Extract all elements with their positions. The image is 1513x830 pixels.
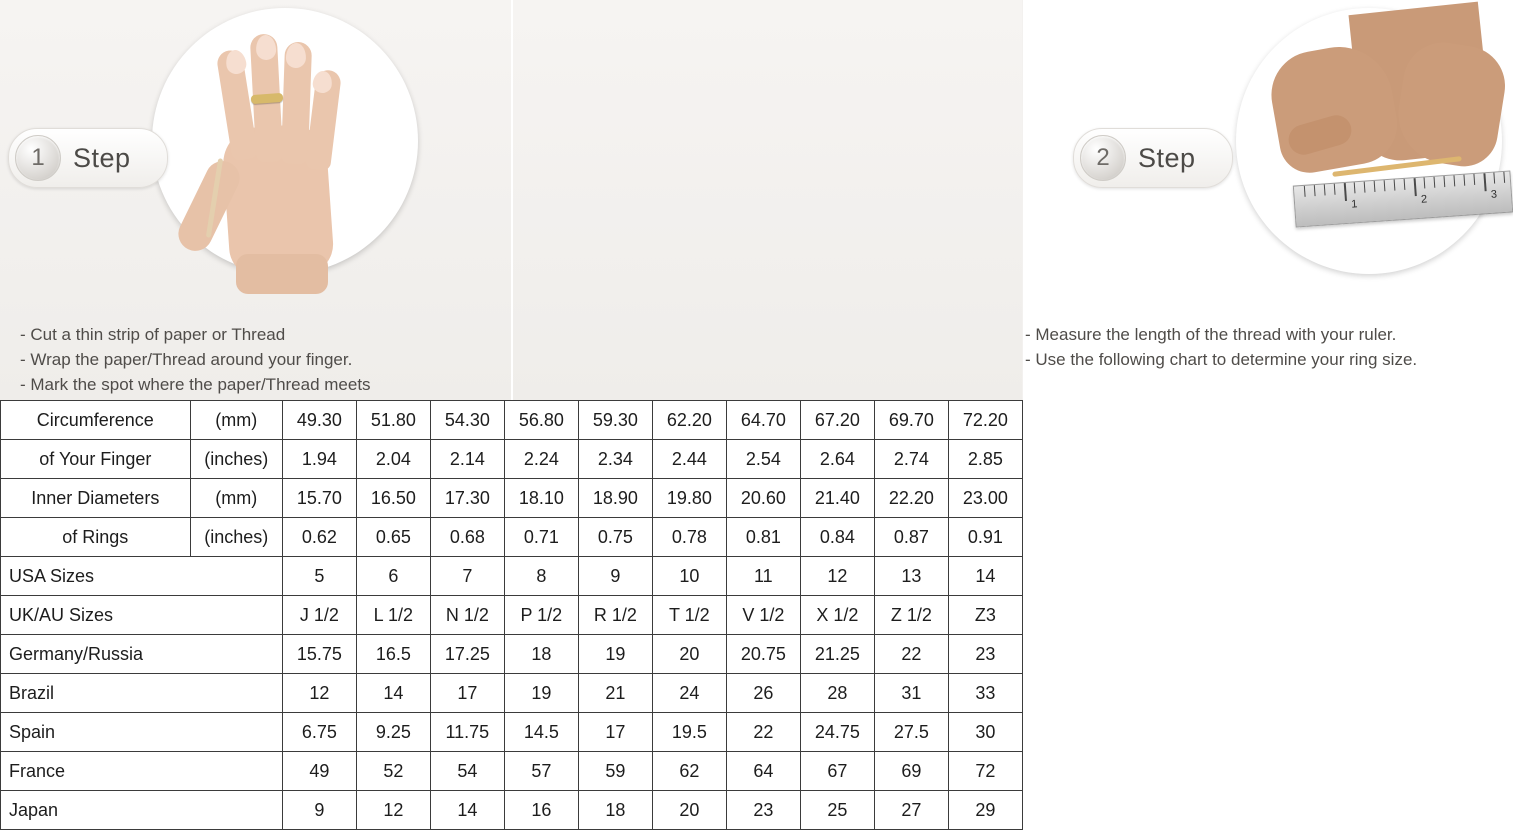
cell: 29 bbox=[948, 791, 1022, 830]
cell: 17.25 bbox=[430, 635, 504, 674]
row-unit-mm: (mm) bbox=[190, 401, 282, 440]
cell: 13 bbox=[874, 557, 948, 596]
row-label-spain: Spain bbox=[1, 713, 283, 752]
cell: 18.90 bbox=[578, 479, 652, 518]
cell: V 1/2 bbox=[726, 596, 800, 635]
cell: 59 bbox=[578, 752, 652, 791]
cell: 0.75 bbox=[578, 518, 652, 557]
cell: 22 bbox=[726, 713, 800, 752]
cell: 12 bbox=[800, 557, 874, 596]
cell: 16.50 bbox=[356, 479, 430, 518]
cell: 11.75 bbox=[430, 713, 504, 752]
cell: 22.20 bbox=[874, 479, 948, 518]
cell: 7 bbox=[430, 557, 504, 596]
row-label-inner-diameters-1: Inner Diameters bbox=[1, 479, 191, 518]
row-label-uk-au-sizes: UK/AU Sizes bbox=[1, 596, 283, 635]
cell: 67.20 bbox=[800, 401, 874, 440]
row-label-circumference-1: Circumference bbox=[1, 401, 191, 440]
table-row bbox=[1, 518, 1023, 557]
table-row bbox=[1, 479, 1023, 518]
step-1-number: 1 bbox=[15, 135, 61, 181]
step-1-badge bbox=[8, 128, 168, 188]
cell: 12 bbox=[356, 791, 430, 830]
step-1-instructions bbox=[20, 322, 371, 397]
cell: 21.25 bbox=[800, 635, 874, 674]
cell: 23.00 bbox=[948, 479, 1022, 518]
fingernail bbox=[286, 43, 307, 69]
step-2-label: Step bbox=[1138, 142, 1196, 173]
cell: 16 bbox=[504, 791, 578, 830]
cell: Z 1/2 bbox=[874, 596, 948, 635]
cell: 20.75 bbox=[726, 635, 800, 674]
cell: 59.30 bbox=[578, 401, 652, 440]
cell: L 1/2 bbox=[356, 596, 430, 635]
cell: 20 bbox=[652, 635, 726, 674]
cell: 26 bbox=[726, 674, 800, 713]
row-label-france: France bbox=[1, 752, 283, 791]
cell: 62.20 bbox=[652, 401, 726, 440]
cell: 20.60 bbox=[726, 479, 800, 518]
row-label-usa-sizes: USA Sizes bbox=[1, 557, 283, 596]
cell: 0.71 bbox=[504, 518, 578, 557]
cell: 18 bbox=[578, 791, 652, 830]
cell: 8 bbox=[504, 557, 578, 596]
cell: P 1/2 bbox=[504, 596, 578, 635]
hands-measuring-thread-with-ruler-photo bbox=[1236, 8, 1502, 274]
cell: 21 bbox=[578, 674, 652, 713]
cell: 9 bbox=[578, 557, 652, 596]
table-row bbox=[1, 713, 1023, 752]
cell: 31 bbox=[874, 674, 948, 713]
cell: 17 bbox=[430, 674, 504, 713]
cell: 18 bbox=[504, 635, 578, 674]
table-row bbox=[1, 635, 1023, 674]
cell: 2.04 bbox=[356, 440, 430, 479]
ring-size-conversion-table bbox=[0, 400, 1023, 830]
table-row bbox=[1, 752, 1023, 791]
cell: 0.78 bbox=[652, 518, 726, 557]
cell: 19 bbox=[578, 635, 652, 674]
cell: 2.54 bbox=[726, 440, 800, 479]
step-2-instructions bbox=[1025, 322, 1417, 372]
row-label-brazil: Brazil bbox=[1, 674, 283, 713]
cell: 0.91 bbox=[948, 518, 1022, 557]
cell: 51.80 bbox=[356, 401, 430, 440]
cell: 0.81 bbox=[726, 518, 800, 557]
cell: 49 bbox=[282, 752, 356, 791]
cell: T 1/2 bbox=[652, 596, 726, 635]
cell: 6 bbox=[356, 557, 430, 596]
cell: 18.10 bbox=[504, 479, 578, 518]
cell: 19.5 bbox=[652, 713, 726, 752]
step-1-bullet-2: - Wrap the paper/Thread around your finger. bbox=[20, 350, 353, 369]
cell: 24.75 bbox=[800, 713, 874, 752]
row-label-germany-russia: Germany/Russia bbox=[1, 635, 283, 674]
hand-illustration-1 bbox=[152, 8, 418, 274]
cell: 27.5 bbox=[874, 713, 948, 752]
cell: 69.70 bbox=[874, 401, 948, 440]
cell: 28 bbox=[800, 674, 874, 713]
cell: 12 bbox=[282, 674, 356, 713]
cell: 2.44 bbox=[652, 440, 726, 479]
cell: 14 bbox=[948, 557, 1022, 596]
table-row bbox=[1, 791, 1023, 830]
cell: 2.85 bbox=[948, 440, 1022, 479]
cell: 22 bbox=[874, 635, 948, 674]
cell: 57 bbox=[504, 752, 578, 791]
cell: 0.62 bbox=[282, 518, 356, 557]
cell: 21.40 bbox=[800, 479, 874, 518]
cell: 15.70 bbox=[282, 479, 356, 518]
cell: 2.24 bbox=[504, 440, 578, 479]
table-row bbox=[1, 596, 1023, 635]
cell: 2.74 bbox=[874, 440, 948, 479]
cell: 14 bbox=[430, 791, 504, 830]
cell: 64.70 bbox=[726, 401, 800, 440]
step-1-panel bbox=[0, 0, 511, 400]
cell: 0.87 bbox=[874, 518, 948, 557]
cell: 16.5 bbox=[356, 635, 430, 674]
step-2-bullet-2: - Use the following chart to determine your ring size. bbox=[1025, 350, 1418, 369]
step-2-badge bbox=[1073, 128, 1233, 188]
cell: 0.65 bbox=[356, 518, 430, 557]
cell: 2.14 bbox=[430, 440, 504, 479]
cell: 23 bbox=[726, 791, 800, 830]
table-row bbox=[1, 440, 1023, 479]
cell: X 1/2 bbox=[800, 596, 874, 635]
cell: 54 bbox=[430, 752, 504, 791]
cell: 19 bbox=[504, 674, 578, 713]
cell: 25 bbox=[800, 791, 874, 830]
row-label-circumference-2: of Your Finger bbox=[1, 440, 191, 479]
table-row bbox=[1, 401, 1023, 440]
cell: 67 bbox=[800, 752, 874, 791]
cell: 2.64 bbox=[800, 440, 874, 479]
cell: 0.84 bbox=[800, 518, 874, 557]
cell: 9 bbox=[282, 791, 356, 830]
cell: N 1/2 bbox=[430, 596, 504, 635]
cell: 2.34 bbox=[578, 440, 652, 479]
hand-illustration-2 bbox=[1236, 8, 1502, 274]
step-1-label: Step bbox=[73, 142, 131, 173]
cell: 33 bbox=[948, 674, 1022, 713]
row-label-japan: Japan bbox=[1, 791, 283, 830]
cell: 23 bbox=[948, 635, 1022, 674]
cell: 72 bbox=[948, 752, 1022, 791]
ruler bbox=[1293, 170, 1513, 227]
cell: R 1/2 bbox=[578, 596, 652, 635]
cell: 52 bbox=[356, 752, 430, 791]
cell: 49.30 bbox=[282, 401, 356, 440]
cell: 10 bbox=[652, 557, 726, 596]
cell: 0.68 bbox=[430, 518, 504, 557]
cell: 17 bbox=[578, 713, 652, 752]
cell: 64 bbox=[726, 752, 800, 791]
ruler-mark-3: 3 bbox=[1490, 188, 1498, 201]
cell: 11 bbox=[726, 557, 800, 596]
cell: Z3 bbox=[948, 596, 1022, 635]
cell: 15.75 bbox=[282, 635, 356, 674]
step-2-panel bbox=[511, 0, 1498, 400]
cell: 14 bbox=[356, 674, 430, 713]
instructions-section bbox=[0, 0, 1498, 400]
cell: 19.80 bbox=[652, 479, 726, 518]
row-label-inner-diameters-2: of Rings bbox=[1, 518, 191, 557]
row-unit-mm: (mm) bbox=[190, 479, 282, 518]
step-2-number: 2 bbox=[1080, 135, 1126, 181]
cell: 6.75 bbox=[282, 713, 356, 752]
cell: 5 bbox=[282, 557, 356, 596]
ruler-mark-1: 1 bbox=[1350, 198, 1358, 211]
cell: 54.30 bbox=[430, 401, 504, 440]
cell: 24 bbox=[652, 674, 726, 713]
cell: J 1/2 bbox=[282, 596, 356, 635]
cell: 30 bbox=[948, 713, 1022, 752]
row-unit-inches: (inches) bbox=[190, 440, 282, 479]
hand-with-thread-on-finger-photo bbox=[152, 8, 418, 274]
wrist-shape bbox=[236, 254, 328, 294]
cell: 17.30 bbox=[430, 479, 504, 518]
cell: 20 bbox=[652, 791, 726, 830]
table-row bbox=[1, 674, 1023, 713]
ruler-mark-2: 2 bbox=[1420, 193, 1428, 206]
step-1-bullet-3: - Mark the spot where the paper/Thread meets bbox=[20, 375, 371, 394]
cell: 69 bbox=[874, 752, 948, 791]
cell: 9.25 bbox=[356, 713, 430, 752]
step-1-bullet-1: - Cut a thin strip of paper or Thread bbox=[20, 325, 286, 344]
cell: 14.5 bbox=[504, 713, 578, 752]
row-unit-inches: (inches) bbox=[190, 518, 282, 557]
table-row bbox=[1, 557, 1023, 596]
cell: 27 bbox=[874, 791, 948, 830]
cell: 72.20 bbox=[948, 401, 1022, 440]
step-2-bullet-1: - Measure the length of the thread with your ruler. bbox=[1025, 325, 1397, 344]
cell: 1.94 bbox=[282, 440, 356, 479]
cell: 56.80 bbox=[504, 401, 578, 440]
cell: 62 bbox=[652, 752, 726, 791]
